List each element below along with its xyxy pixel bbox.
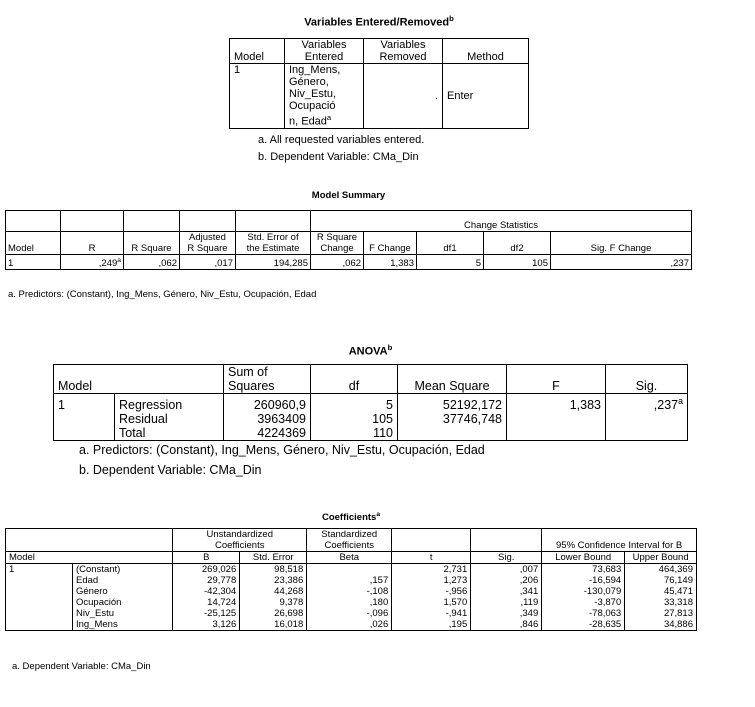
header-sum-of-squares: Sum of Squares (224, 365, 311, 394)
cell-model: 1 (230, 64, 285, 129)
cell-r: ,249$^a$ (61, 255, 124, 270)
row-label: Edad (73, 575, 173, 586)
cell-f (507, 426, 606, 441)
header-variables-removed: Variables Removed (364, 39, 443, 64)
row-label: Niv_Estu (73, 608, 173, 619)
header-row (6, 552, 697, 564)
header-row (54, 365, 688, 394)
header-sig: Sig. (471, 552, 542, 564)
cell-lower-bound: -28,635 (542, 619, 625, 631)
header-model: Model (54, 365, 224, 394)
cell-std-error: 26,698 (240, 608, 307, 619)
header-df2: df2 (484, 232, 551, 255)
cell-sig (606, 426, 688, 441)
cell-beta: ,180 (307, 597, 392, 608)
cell-b: 3,126 (173, 619, 240, 631)
cell-variables-removed: . (364, 64, 443, 129)
table-row (230, 64, 529, 129)
coefficients-table (5, 528, 697, 631)
cell-sum-of-squares: 260960,9 (224, 394, 311, 413)
cell-r-square: ,062 (124, 255, 180, 270)
cell-adjusted-r-square: ,017 (180, 255, 236, 270)
header-row (6, 232, 692, 255)
header-std-error: Std. Error of the Estimate (236, 232, 311, 255)
row-label: Residual (115, 412, 224, 426)
cell-upper-bound: 76,149 (625, 575, 697, 586)
header-row (6, 211, 692, 232)
cell-method: Enter (443, 64, 529, 129)
cell-upper-bound: 34,886 (625, 619, 697, 631)
header-df: df (311, 365, 398, 394)
header-model: Model (6, 552, 173, 564)
cell-beta: -,108 (307, 586, 392, 597)
cell-b: 29,778 (173, 575, 240, 586)
cell-r-square-change: ,062 (311, 255, 364, 270)
cell-sig (606, 412, 688, 426)
cell-sig: ,007 (471, 564, 542, 576)
header-variables-entered: Variables Entered (285, 39, 364, 64)
cell-upper-bound: 27,813 (625, 608, 697, 619)
cell-beta: -,096 (307, 608, 392, 619)
row-label: Ocupación (73, 597, 173, 608)
cell-f (507, 412, 606, 426)
cell-sum-of-squares: 4224369 (224, 426, 311, 441)
table-row (54, 394, 688, 413)
cell-sig: ,349 (471, 608, 542, 619)
header-std-error: Std. Error (240, 552, 307, 564)
change-statistics-header: Change Statistics (311, 211, 692, 232)
header-r-square: R Square (124, 232, 180, 255)
cell-f-change: 1,383 (364, 255, 417, 270)
cell-sig: ,237$^a$ (606, 394, 688, 413)
cell-std-error: 9,378 (240, 597, 307, 608)
footnote-b: b. Dependent Variable: CMa_Din (79, 463, 262, 477)
header-b: B (173, 552, 240, 564)
cell-sum-of-squares: 3963409 (224, 412, 311, 426)
cell-sig-f-change: ,237 (551, 255, 692, 270)
cell-df1: 5 (417, 255, 484, 270)
anova-title: ANOVA$^b$ (348, 343, 393, 358)
cell-upper-bound: 45,471 (625, 586, 697, 597)
header-beta: Beta (307, 552, 392, 564)
footnote-a: a. All requested variables entered. (258, 134, 425, 146)
cell-t: -,956 (392, 586, 471, 597)
row-label: Ing_Mens (73, 619, 173, 631)
header-unstandardized-coefficients: Unstandardized Coefficients (173, 529, 307, 552)
cell-beta (307, 564, 392, 576)
cell-mean-square: 37746,748 (398, 412, 507, 426)
header-mean-square: Mean Square (398, 365, 507, 394)
header-sig: Sig. (606, 365, 688, 394)
cell-sig: ,119 (471, 597, 542, 608)
header-t: t (392, 552, 471, 564)
cell-lower-bound: -16,594 (542, 575, 625, 586)
cell-std-error: 44,268 (240, 586, 307, 597)
footnote-b: b. Dependent Variable: CMa_Din (258, 151, 419, 163)
cell-df: 5 (311, 394, 398, 413)
cell-df2: 105 (484, 255, 551, 270)
table-row (54, 426, 688, 441)
cell-sig: ,341 (471, 586, 542, 597)
cell-sig: ,206 (471, 575, 542, 586)
header-f-change: F Change (364, 232, 417, 255)
table-row (54, 412, 688, 426)
row-label: Regression (115, 394, 224, 413)
row-label: Género (73, 586, 173, 597)
table-row (6, 255, 692, 270)
header-r-square-change: R Square Change (311, 232, 364, 255)
variables-entered-removed-table (229, 38, 529, 129)
cell-model: 1 (54, 394, 115, 413)
cell-upper-bound: 33,318 (625, 597, 697, 608)
header-model: Model (6, 232, 61, 255)
cell-lower-bound: -78,063 (542, 608, 625, 619)
header-sig-f-change: Sig. F Change (551, 232, 692, 255)
header-method: Method (443, 39, 529, 64)
cell-t: 1,570 (392, 597, 471, 608)
cell-model: 1 (6, 255, 61, 270)
header-upper-bound: Upper Bound (625, 552, 697, 564)
table-row (6, 575, 697, 586)
variables-entered-removed-title: Variables Entered/Removed$^b$ (304, 14, 454, 29)
cell-std-error: 23,386 (240, 575, 307, 586)
cell-t: 1,273 (392, 575, 471, 586)
cell-sig: ,846 (471, 619, 542, 631)
cell-std-error: 98,518 (240, 564, 307, 576)
cell-t: -,941 (392, 608, 471, 619)
footnote-a: a. Predictors: (Constant), Ing_Mens, Género, Niv_Estu, Ocupación, Edad (79, 443, 485, 457)
table-row (6, 564, 697, 576)
coefficients-title: Coefficients$^a$ (321, 511, 381, 524)
header-standardized-coefficients: Standardized Coefficients (307, 529, 392, 552)
cell-mean-square: 52192,172 (398, 394, 507, 413)
header-row (230, 39, 529, 64)
cell-upper-bound: 464,369 (625, 564, 697, 576)
footnote-a: a. Dependent Variable: CMa_Din (12, 661, 151, 672)
table-row (6, 586, 697, 597)
cell-b: 14,724 (173, 597, 240, 608)
cell-t: 2,731 (392, 564, 471, 576)
table-row (6, 597, 697, 608)
table-row (6, 608, 697, 619)
header-adjusted-r-square: Adjusted R Square (180, 232, 236, 255)
table-row (6, 619, 697, 631)
cell-lower-bound: 73,683 (542, 564, 625, 576)
cell-std-error: 16,018 (240, 619, 307, 631)
cell-lower-bound: -3,870 (542, 597, 625, 608)
cell-variables-entered: Ing_Mens, Género, Niv_Estu, Ocupació n, Edad$^a$ (285, 64, 364, 129)
cell-model: 1 (6, 564, 73, 576)
row-label: Total (115, 426, 224, 441)
row-label: (Constant) (73, 564, 173, 576)
header-f: F (507, 365, 606, 394)
header-confidence-interval: 95% Confidence Interval for B (542, 529, 697, 552)
model-summary-table (5, 210, 692, 270)
model-summary-title: Model Summary (311, 190, 386, 201)
cell-f: 1,383 (507, 394, 606, 413)
header-row (6, 529, 697, 552)
cell-df: 110 (311, 426, 398, 441)
cell-beta: ,026 (307, 619, 392, 631)
cell-df: 105 (311, 412, 398, 426)
anova-table (53, 364, 688, 441)
header-model: Model (230, 39, 285, 64)
cell-beta: ,157 (307, 575, 392, 586)
cell-b: -42,304 (173, 586, 240, 597)
cell-mean-square (398, 426, 507, 441)
header-lower-bound: Lower Bound (542, 552, 625, 564)
header-r: R (61, 232, 124, 255)
cell-lower-bound: -130,079 (542, 586, 625, 597)
header-df1: df1 (417, 232, 484, 255)
footnote-a: a. Predictors: (Constant), Ing_Mens, Género, Niv_Estu, Ocupación, Edad (8, 289, 317, 300)
cell-std-error: 194,285 (236, 255, 311, 270)
cell-t: ,195 (392, 619, 471, 631)
cell-b: -25,125 (173, 608, 240, 619)
cell-b: 269,026 (173, 564, 240, 576)
